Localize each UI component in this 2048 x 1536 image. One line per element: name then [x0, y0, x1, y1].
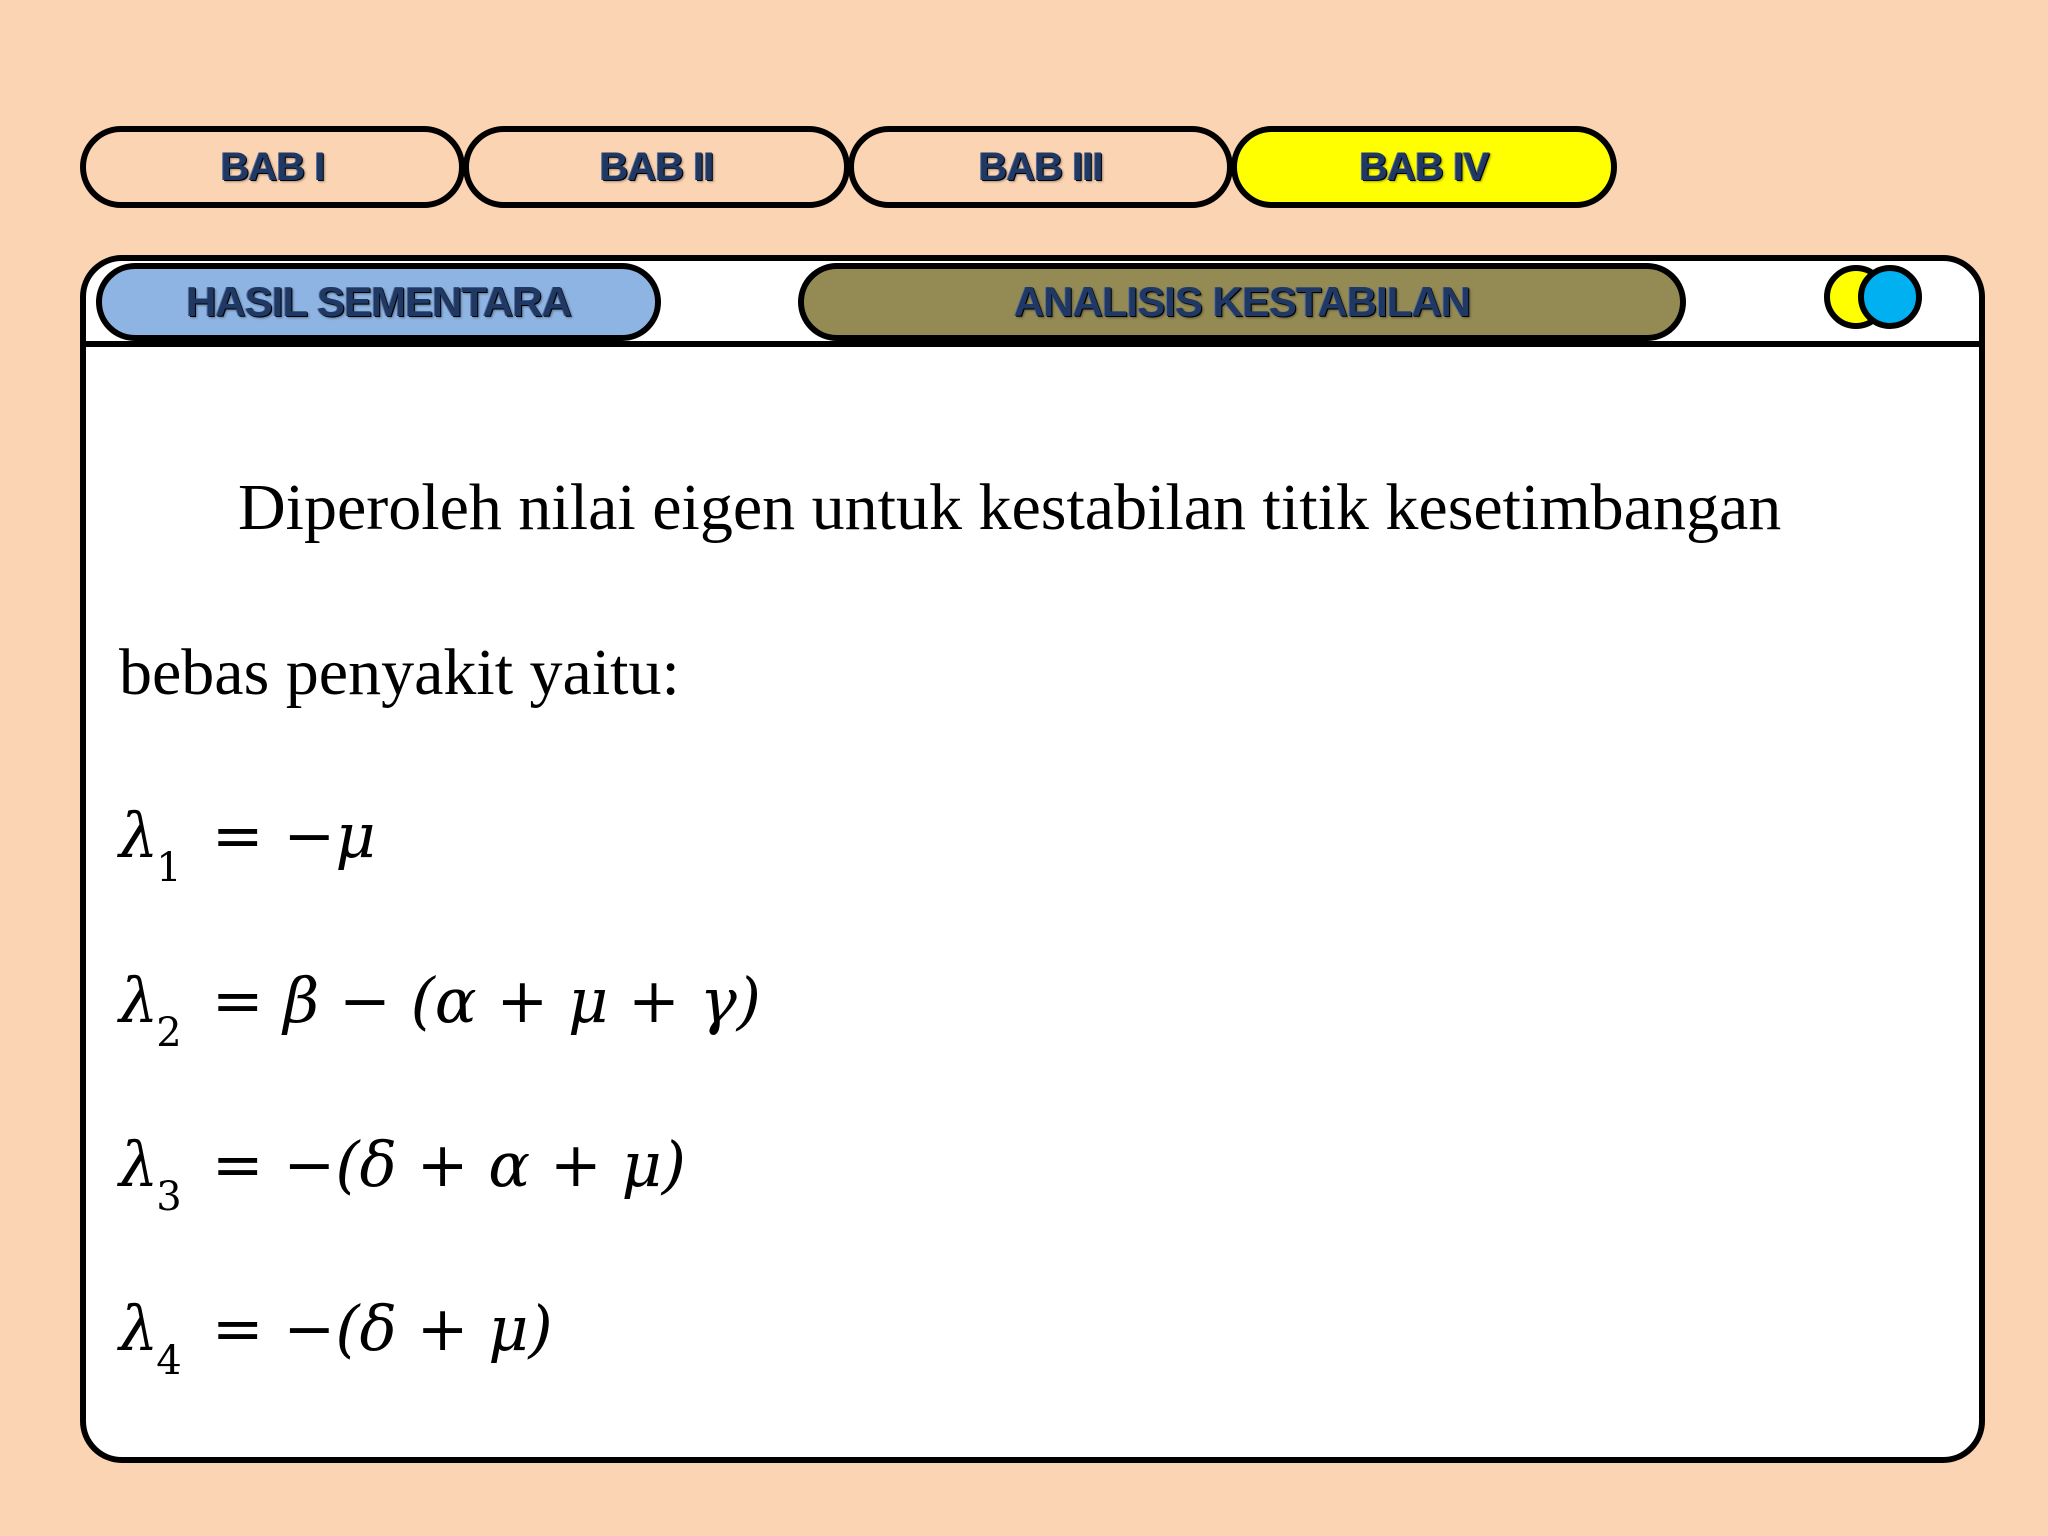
- eigenvalue-equation-1: [119, 799, 376, 891]
- lambda-symbol: λ: [119, 1292, 159, 1365]
- equation-expression: = −(δ + α + μ): [211, 1128, 686, 1201]
- eigenvalue-equation-4: [119, 1292, 553, 1384]
- eigenvalue-equation-2: [119, 964, 761, 1056]
- eigenvalue-equation-3: [119, 1128, 686, 1220]
- window-header: [86, 261, 1979, 347]
- lambda-subscript: 2: [156, 1010, 182, 1056]
- tab-bab-4[interactable]: BAB IV: [1231, 126, 1617, 208]
- lambda-subscript: 1: [156, 845, 182, 891]
- tab-hasil-sementara[interactable]: HASIL SEMENTARA: [96, 263, 661, 341]
- slide-content: [86, 347, 1979, 1457]
- equation-expression: = −(δ + μ): [211, 1292, 553, 1365]
- paragraph-line-2: bebas penyakit yaitu:: [119, 636, 680, 709]
- lambda-symbol: λ: [119, 964, 159, 1037]
- tab-bab-2[interactable]: BAB II: [463, 126, 850, 208]
- tab-bab-3[interactable]: BAB III: [848, 126, 1233, 208]
- lambda-subscript: 4: [156, 1338, 182, 1384]
- paragraph-line-1: Diperoleh nilai eigen untuk kestabilan titik kesetimbangan: [238, 471, 1782, 544]
- blue-circle-button[interactable]: [1858, 265, 1922, 329]
- lambda-symbol: λ: [119, 799, 159, 872]
- lambda-symbol: λ: [119, 1128, 159, 1201]
- equation-expression: = −μ: [211, 799, 376, 872]
- lambda-subscript: 3: [156, 1174, 182, 1220]
- tab-bab-1[interactable]: BAB I: [80, 126, 465, 208]
- tab-analisis-kestabilan[interactable]: ANALISIS KESTABILAN: [798, 263, 1686, 341]
- equation-expression: = β − (α + μ + γ): [211, 964, 761, 1037]
- content-window: [80, 255, 1985, 1463]
